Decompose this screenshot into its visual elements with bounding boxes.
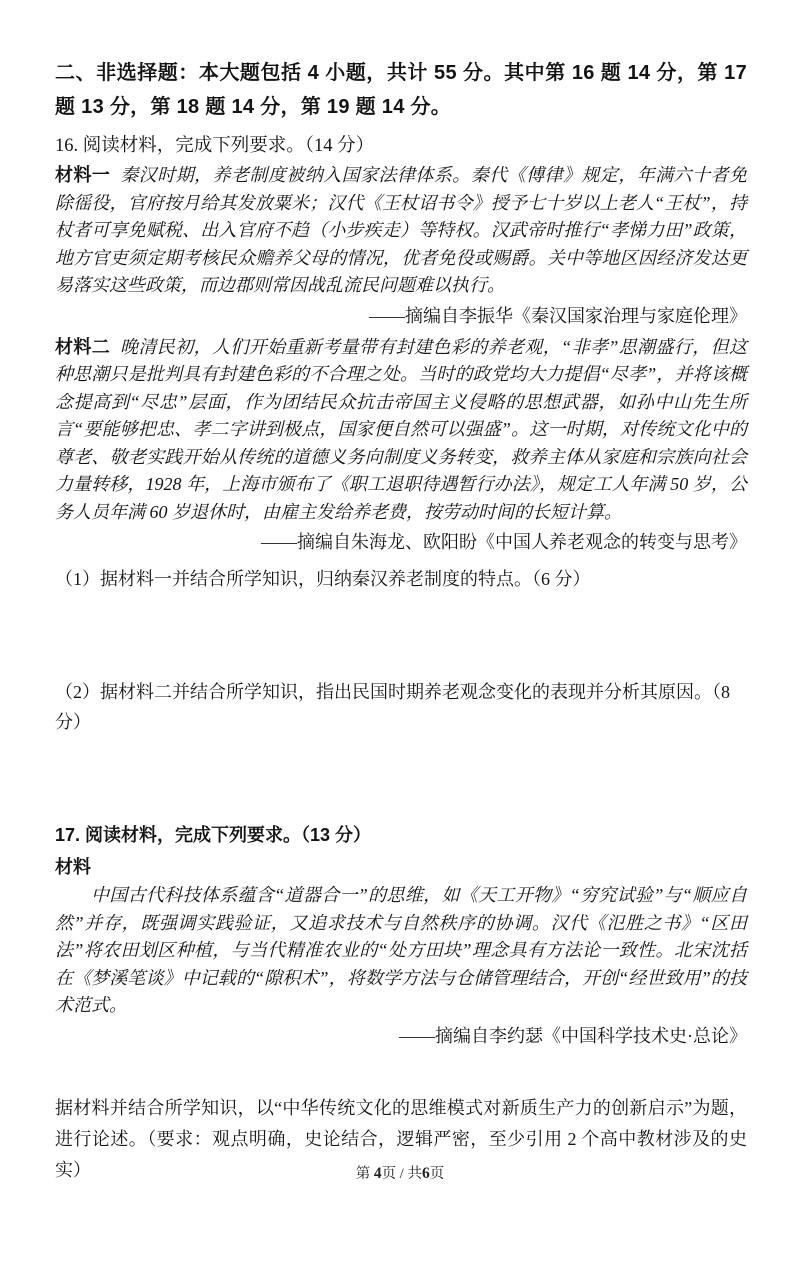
material-1-text: 秦汉时期，养老制度被纳入国家法律体系。秦代《傅律》规定，年满六十者免除徭役，官府按月给其发放粟米；汉代《王杖诏书令》授予七十岁以上老人“王杖”，持杖者可享免赋税、出入官府不趋（小步疾走）等特权。汉武帝时推行“孝悌力田”政策，地方官吏须定期考核民众赡养父母的情况，优者免役或赐爵。关中等地区因经济发达更易落实这些政策，而边郡则常因战乱流民问题难以执行。 xyxy=(55,165,747,295)
answer-space-1 xyxy=(55,594,747,672)
question-16-sub-1: （1）据材料一并结合所学知识，归纳秦汉养老制度的特点。（6 分） xyxy=(55,569,591,589)
material-17-source: ——摘编自李约瑟《中国科学技术史·总论》 xyxy=(399,1025,747,1046)
answer-space-2 xyxy=(55,737,747,813)
material-17-text: 中国古代科技体系蕴含“道器合一”的思维，如《天工开物》“穷究试验”与“顺应自然”并存，既强调实践验证，又追求技术与自然秩序的协调。汉代《氾胜之书》“区田法”将农田划区种植，与当代精准农业的“处方田块”理念具有方法论一致性。北宋沈括在《梦溪笔谈》中记载的“隙积术”，将数学方法与仓储管理结合，开创“经世致用”的技术范式。 xyxy=(55,885,747,1015)
footer-page-number: 4 xyxy=(373,1165,382,1182)
page-content xyxy=(55,56,747,1186)
material-2-source: ——摘编自朱海龙、欧阳盼《中国人养老观念的转变与思考》 xyxy=(261,532,747,552)
question-17-title: 17. 阅读材料，完成下列要求。（13 分） xyxy=(55,825,372,845)
footer-middle: 页 / 共 xyxy=(381,1166,422,1182)
footer-prefix: 第 xyxy=(355,1166,374,1182)
question-17-task: 据材料并结合所学知识，以“中华传统文化的思维模式对新质生产力的创新启示”为题，进行论述。（要求：观点明确，史论结合，逻辑严密，至少引用 2 个高中教材涉及的史实） xyxy=(55,1097,747,1180)
question-16-sub-2: （2）据材料二并结合所学知识，指出民国时期养老观念变化的表现并分析其原因。（8 分） xyxy=(55,682,730,732)
footer-suffix: 页 xyxy=(429,1166,445,1182)
material-1-source: ——摘编自李振华《秦汉国家治理与家庭伦理》 xyxy=(369,305,747,326)
material-17-label: 材料 xyxy=(55,857,91,877)
material-1-label: 材料一 xyxy=(55,165,111,185)
page-footer xyxy=(0,1162,800,1183)
material-2-label: 材料二 xyxy=(55,336,111,357)
material-1-paragraph xyxy=(55,162,747,300)
question-16-title: 16. 阅读材料，完成下列要求。（14 分） xyxy=(55,136,375,156)
section-header: 二、非选择题：本大题包括 4 小题，共计 55 分。其中第 16 题 14 分，第 17 题 13 分，第 18 题 14 分，第 19 题 14 分。 xyxy=(55,62,747,118)
footer-total-pages: 6 xyxy=(421,1165,430,1182)
material-2-paragraph xyxy=(55,334,747,527)
material-2-text: 晚清民初，人们开始重新考量带有封建色彩的养老观，“非孝”思潮盛行，但这种思潮只是批判具有封建色彩的不合理之处。当时的政党均大力提倡“尽孝”，并将该概念提高到“尽忠”层面，作为团结民众抗击帝国主义侵略的思想武器，如孙中山先生所言“要能够把忠、孝二字讲到极点，国家便自然可以强盛”。这一时期，对传统文化中的尊老、敬老实践开始从传统的道德义务向制度义务转变，救养主体从家庭和宗族向社会力量转移，1928 年，上海市颁布了《职工退职待遇暂行办法》，规定工人年满 50 岁，公务人员年满 60 岁退休时，由雇主发给养老费，按劳动时间的长短计算。 xyxy=(55,336,748,522)
